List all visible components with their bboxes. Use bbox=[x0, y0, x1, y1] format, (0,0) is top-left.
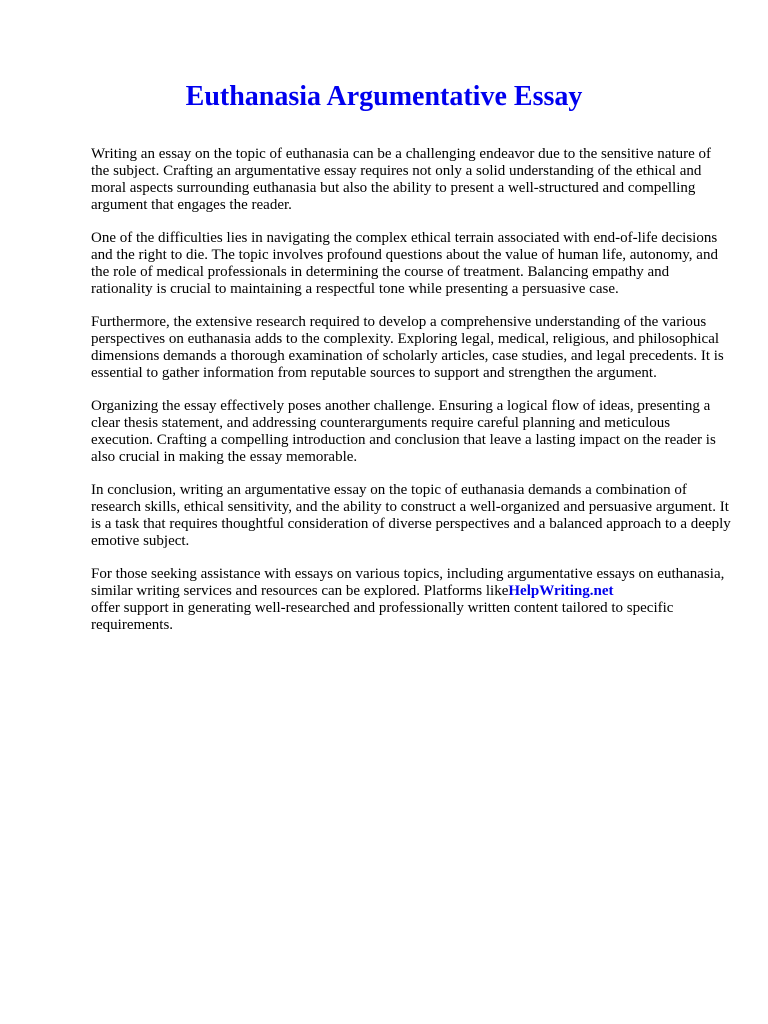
essay-body bbox=[91, 146, 731, 650]
paragraph-assistance bbox=[91, 566, 731, 634]
paragraph-organization: Organizing the essay effectively poses another challenge. Ensuring a logical flow of ideas, presenting a clear thesis statement, and addressing counterarguments require careful planning and meticulous execution. Crafting a compelling introduction and conclusion that leave a lasting impact on the reader is also crucial in making the essay memorable. bbox=[91, 398, 716, 465]
assistance-text-after: offer support in generating well-researched and professionally written content tailored to specific requirements. bbox=[91, 600, 674, 633]
paragraph-intro: Writing an essay on the topic of euthanasia can be a challenging endeavor due to the sensitive nature of the subject. Crafting an argumentative essay requires not only a solid understanding of the ethical and moral aspects surrounding euthanasia but also the ability to present a well-structured and compelling argument that engages the reader. bbox=[91, 146, 712, 213]
page-title: Euthanasia Argumentative Essay bbox=[185, 81, 583, 112]
paragraph-ethical-difficulties: One of the difficulties lies in navigating the complex ethical terrain associated with end-of-life decisions and the right to die. The topic involves profound questions about the value of human life, autonomy, and the role of medical professionals in determining the course of treatment. Balancing empathy and rationality is crucial to maintaining a respectful tone while presenting a persuasive case. bbox=[91, 230, 718, 297]
paragraph-conclusion: In conclusion, writing an argumentative essay on the topic of euthanasia demands a combination of research skills, ethical sensitivity, and the ability to construct a well-organized and persuasive argument. It is a task that requires thoughtful consideration of diverse perspectives and a balanced approach to a deeply emotive subject. bbox=[91, 482, 731, 549]
helpwriting-link[interactable]: HelpWriting.net bbox=[508, 583, 614, 599]
assistance-text-before: For those seeking assistance with essays on various topics, including argumentative essays on euthanasia, similar writing services and resources can be explored. Platforms like bbox=[91, 566, 725, 599]
paragraph-research: Furthermore, the extensive research required to develop a comprehensive understanding of the various perspectives on euthanasia adds to the complexity. Exploring legal, medical, religious, and philosophical dimensions demands a thorough examination of scholarly articles, case studies, and legal precedents. It is essential to gather information from reputable sources to support and strengthen the argument. bbox=[91, 314, 724, 381]
